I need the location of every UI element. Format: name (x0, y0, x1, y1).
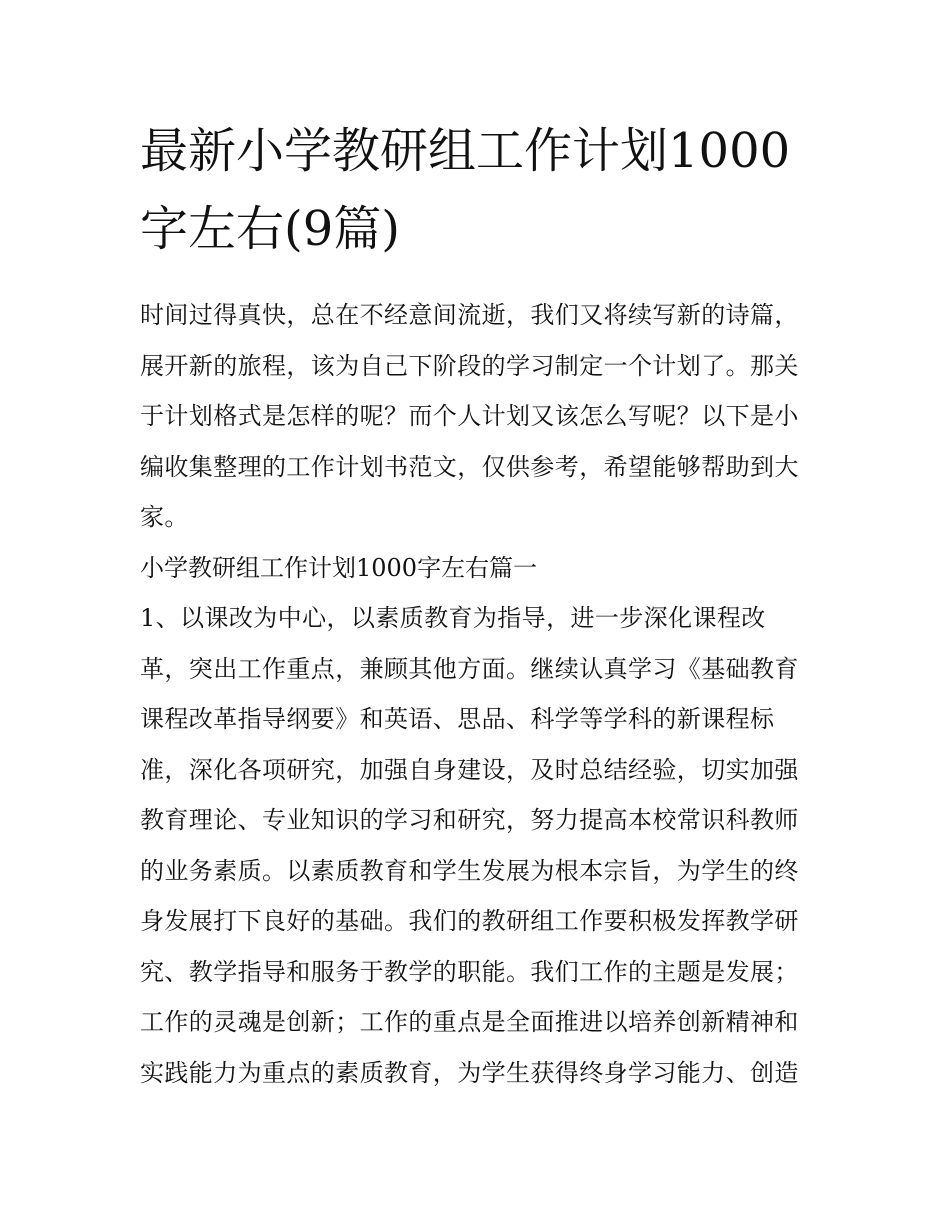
section-line: 实践能力为重点的素质教育，为学生获得终身学习能力、创造 (140, 1058, 799, 1087)
section-paragraph (140, 593, 812, 1098)
section-line: 革，突出工作重点，兼顾其他方面。继续认真学习《基础教育 (140, 654, 799, 683)
intro-line: 于计划格式是怎样的呢？而个人计划又该怎么写呢？以下是小 (140, 402, 799, 430)
intro-line: 编收集整理的工作计划书范文，仅供参考，希望能够帮助到大 (140, 452, 799, 481)
section-line: 的业务素质。以素质教育和学生发展为根本宗旨，为学生的终 (140, 856, 799, 885)
document-content (140, 112, 812, 1098)
section-line: 教育理论、专业知识的学习和研究，努力提高本校常识科教师 (140, 806, 799, 834)
document-title (140, 112, 812, 268)
section-line: 身发展打下良好的基础。我们的教研组工作要积极发挥教学研 (140, 907, 799, 935)
title-line-1: 最新小学教研组工作计划1000 (140, 123, 791, 179)
section-line: 准，深化各项研究，加强自身建设，及时总结经验，切实加强 (140, 755, 799, 784)
section-line: 究、教学指导和服务于教学的职能。我们工作的主题是发展； (140, 957, 799, 986)
section-line: 1、以课改为中心，以素质教育为指导，进一步深化课程改 (140, 604, 766, 632)
section-line: 课程改革指导纲要》和英语、思品、科学等学科的新课程标 (140, 705, 775, 733)
section-line: 工作的灵魂是创新；工作的重点是全面推进以培养创新精神和 (140, 1008, 799, 1036)
intro-paragraph (140, 290, 812, 543)
intro-line: 家。 (140, 503, 189, 531)
title-line-2: 字左右(9篇) (140, 201, 400, 257)
intro-line: 时间过得真快，总在不经意间流逝，我们又将续写新的诗篇， (140, 301, 799, 329)
intro-line: 展开新的旅程，该为自己下阶段的学习制定一个计划了。那关 (140, 351, 799, 380)
section-heading: 小学教研组工作计划1000字左右篇一 (140, 553, 538, 582)
